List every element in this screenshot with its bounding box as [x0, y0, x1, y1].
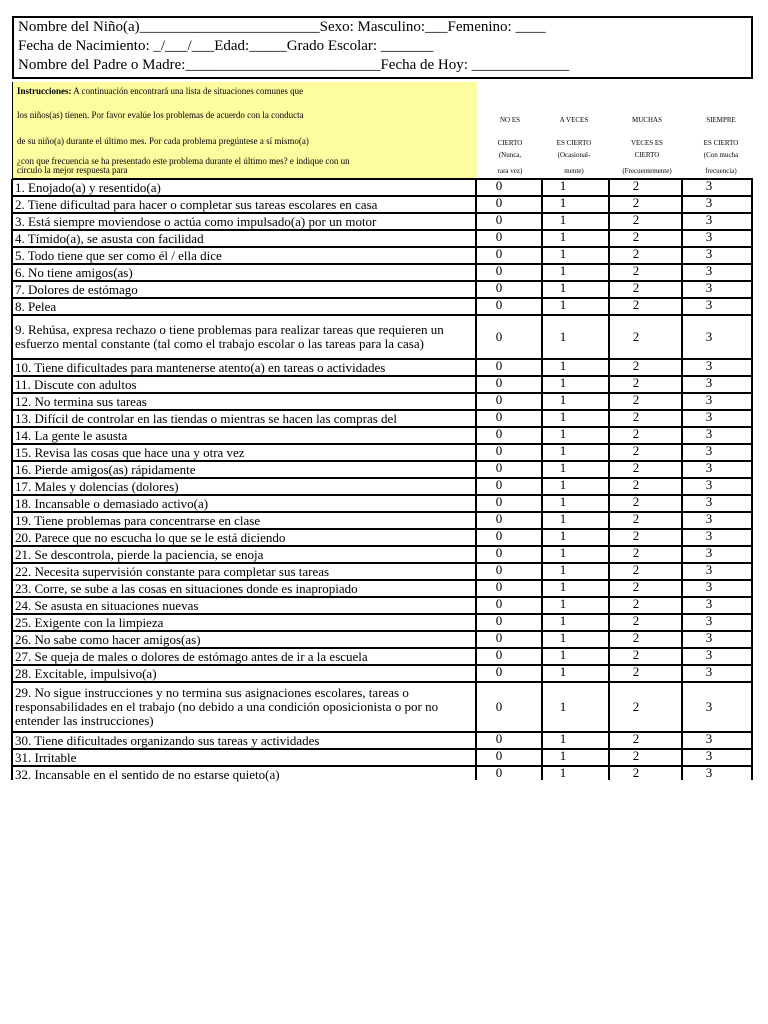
score-option-1[interactable]: 1 — [559, 246, 567, 261]
score-option-0[interactable]: 0 — [495, 664, 503, 679]
table-row — [12, 461, 753, 478]
score-option-3[interactable]: 3 — [705, 426, 713, 441]
score-option-3[interactable]: 3 — [705, 178, 713, 193]
score-option-1[interactable]: 1 — [559, 596, 567, 611]
score-option-0[interactable]: 0 — [495, 280, 503, 295]
score-option-3[interactable]: 3 — [705, 375, 713, 390]
column-header-title: NO ES — [499, 116, 521, 124]
score-option-1[interactable]: 1 — [559, 647, 567, 662]
column-header-sub: CIERTO — [634, 151, 660, 159]
item-text: 28. Excitable, impulsivo(a) — [15, 666, 157, 681]
score-option-0[interactable]: 0 — [495, 562, 503, 577]
instructions-line-2: los niños(as) tienen. Por favor evalúe los problemas de acuerdo con la conducta — [17, 110, 304, 120]
score-option-2[interactable]: 2 — [632, 596, 640, 611]
score-option-1[interactable]: 1 — [559, 297, 567, 312]
score-option-3[interactable]: 3 — [705, 443, 713, 458]
table-row — [12, 410, 753, 427]
table-row — [12, 682, 753, 732]
table-row — [12, 230, 753, 247]
score-option-2[interactable]: 2 — [632, 329, 640, 344]
score-option-0[interactable]: 0 — [495, 579, 503, 594]
table-row — [12, 546, 753, 563]
score-option-3[interactable]: 3 — [705, 748, 713, 763]
score-option-0[interactable]: 0 — [495, 477, 503, 492]
score-option-0[interactable]: 0 — [495, 358, 503, 373]
score-option-1[interactable]: 1 — [559, 443, 567, 458]
column-header-title: SIEMPRE — [706, 116, 736, 124]
column-header-sub: (Frecuentemente) — [622, 167, 672, 175]
table-row — [12, 281, 753, 298]
score-option-0[interactable]: 0 — [495, 545, 503, 560]
item-text: 30. Tiene dificultades organizando sus tareas y actividades — [15, 733, 320, 748]
score-option-1[interactable]: 1 — [559, 613, 567, 628]
score-option-0[interactable]: 0 — [495, 494, 503, 509]
table-row — [12, 580, 753, 597]
score-option-0[interactable]: 0 — [495, 731, 503, 746]
score-option-2[interactable]: 2 — [632, 426, 640, 441]
score-option-3[interactable]: 3 — [705, 664, 713, 679]
score-option-2[interactable]: 2 — [632, 229, 640, 244]
score-option-1[interactable]: 1 — [559, 765, 567, 780]
item-text: 16. Pierde amigos(as) rápidamente — [15, 462, 196, 477]
rating-table — [12, 179, 753, 780]
column-header-sub: rara vez) — [497, 167, 523, 175]
item-text: 14. La gente le asusta — [15, 428, 128, 443]
score-option-1[interactable]: 1 — [559, 528, 567, 543]
score-option-1[interactable]: 1 — [559, 511, 567, 526]
score-option-0[interactable]: 0 — [495, 195, 503, 210]
score-option-2[interactable]: 2 — [632, 246, 640, 261]
score-option-3[interactable]: 3 — [705, 329, 713, 344]
score-option-3[interactable]: 3 — [705, 613, 713, 628]
score-option-2[interactable]: 2 — [632, 375, 640, 390]
table-row — [12, 766, 753, 783]
score-option-2[interactable]: 2 — [632, 212, 640, 227]
score-option-2[interactable]: 2 — [632, 263, 640, 278]
table-row — [12, 631, 753, 648]
column-header-sub: mente) — [564, 167, 584, 175]
column-header-sub: (Con mucha — [703, 151, 739, 159]
score-option-0[interactable]: 0 — [495, 426, 503, 441]
table-row — [12, 732, 753, 749]
table-row — [12, 614, 753, 631]
item-text: 19. Tiene problemas para concentrarse en clase — [15, 513, 261, 528]
score-option-2[interactable]: 2 — [632, 579, 640, 594]
score-option-3[interactable]: 3 — [705, 409, 713, 424]
birthdate-line[interactable]: Fecha de Nacimiento: _/___/___Edad:_____Grado Escolar: _______ — [18, 38, 434, 54]
score-option-0[interactable]: 0 — [495, 229, 503, 244]
score-option-2[interactable]: 2 — [632, 765, 640, 780]
table-row — [12, 478, 753, 495]
score-option-1[interactable]: 1 — [559, 460, 567, 475]
item-text: 18. Incansable o demasiado activo(a) — [15, 496, 209, 511]
instructions-line-3: de su niño(a) durante el último mes. Por cada problema pregúntese a sí mismo(a) — [17, 136, 309, 146]
column-header-title: A VECES — [559, 116, 589, 124]
score-option-1[interactable]: 1 — [559, 329, 567, 344]
score-option-3[interactable]: 3 — [705, 562, 713, 577]
score-option-2[interactable]: 2 — [632, 613, 640, 628]
column-header-title: VECES ES — [630, 139, 664, 147]
item-text: 24. Se asusta en situaciones nuevas — [15, 598, 199, 613]
score-option-1[interactable]: 1 — [559, 409, 567, 424]
item-text: 12. No termina sus tareas — [15, 394, 147, 409]
column-header-sometimes — [541, 116, 607, 175]
score-option-3[interactable]: 3 — [705, 358, 713, 373]
column-header-always — [688, 116, 754, 175]
item-text: 20. Parece que no escucha lo que se le está diciendo — [15, 530, 286, 545]
instructions-line-1 — [17, 86, 303, 96]
item-text: 5. Todo tiene que ser como él / ella dice — [15, 248, 222, 263]
instructions-label: Instrucciones: — [17, 86, 72, 96]
item-text: 25. Exigente con la limpieza — [15, 615, 164, 630]
score-option-3[interactable]: 3 — [705, 263, 713, 278]
instructions-line-4: ¿con que frecuencia se ha presentado este problema durante el último mes? e indique con un — [17, 156, 350, 166]
table-row — [12, 648, 753, 665]
score-option-1[interactable]: 1 — [559, 494, 567, 509]
score-option-0[interactable]: 0 — [495, 765, 503, 780]
child-name-line[interactable]: Nombre del Niño(a)________________________Sexo: Masculino:___Femenino: ____ — [18, 19, 546, 35]
score-option-0[interactable]: 0 — [495, 699, 503, 714]
score-option-1[interactable]: 1 — [559, 212, 567, 227]
score-option-3[interactable]: 3 — [705, 630, 713, 645]
column-header-sub: (Ocasional- — [557, 151, 591, 159]
score-option-2[interactable]: 2 — [632, 545, 640, 560]
score-option-0[interactable]: 0 — [495, 409, 503, 424]
score-option-0[interactable]: 0 — [495, 528, 503, 543]
score-option-0[interactable]: 0 — [495, 246, 503, 261]
instructions-text-1: A continuación encontrará una lista de situaciones comunes que — [71, 86, 304, 96]
column-header-title: MUCHAS — [632, 116, 662, 124]
instructions-line-5: círculo la mejor respuesta para — [17, 165, 128, 175]
item-text: 11. Discute con adultos — [15, 377, 137, 392]
score-option-0[interactable]: 0 — [495, 630, 503, 645]
score-option-1[interactable]: 1 — [559, 426, 567, 441]
item-text: 13. Difícil de controlar en las tiendas o mientras se hacen las compras del — [15, 411, 397, 426]
score-option-1[interactable]: 1 — [559, 731, 567, 746]
score-option-2[interactable]: 2 — [632, 195, 640, 210]
score-option-2[interactable]: 2 — [632, 477, 640, 492]
score-option-2[interactable]: 2 — [632, 494, 640, 509]
table-row — [12, 427, 753, 444]
parent-name-line[interactable]: Nombre del Padre o Madre:__________________________Fecha de Hoy: _____________ — [18, 57, 570, 73]
score-option-1[interactable]: 1 — [559, 195, 567, 210]
item-text: 29. No sigue instrucciones y no termina sus asignaciones escolares, tareas o responsabilidades en el trabajo (no debido a una condición oposicionista o por no entender las instrucciones) — [15, 685, 439, 728]
table-row — [12, 376, 753, 393]
score-option-3[interactable]: 3 — [705, 477, 713, 492]
table-row — [12, 563, 753, 580]
column-header-title: CIERTO — [497, 139, 523, 147]
score-option-2[interactable]: 2 — [632, 297, 640, 312]
score-option-0[interactable]: 0 — [495, 596, 503, 611]
score-option-2[interactable]: 2 — [632, 392, 640, 407]
score-option-0[interactable]: 0 — [495, 297, 503, 312]
score-option-2[interactable]: 2 — [632, 748, 640, 763]
score-option-0[interactable]: 0 — [495, 460, 503, 475]
table-row — [12, 179, 753, 196]
score-option-3[interactable]: 3 — [705, 731, 713, 746]
score-option-2[interactable]: 2 — [632, 647, 640, 662]
score-option-2[interactable]: 2 — [632, 562, 640, 577]
item-text: 27. Se queja de males o dolores de estómago antes de ir a la escuela — [15, 649, 368, 664]
score-option-3[interactable]: 3 — [705, 195, 713, 210]
table-row — [12, 444, 753, 461]
score-option-2[interactable]: 2 — [632, 358, 640, 373]
item-text: 22. Necesita supervisión constante para completar sus tareas — [15, 564, 330, 579]
item-text: 32. Incansable en el sentido de no estarse quieto(a) — [15, 767, 280, 782]
score-option-0[interactable]: 0 — [495, 443, 503, 458]
score-option-3[interactable]: 3 — [705, 212, 713, 227]
column-header-title: ES CIERTO — [703, 139, 739, 147]
item-text: 7. Dolores de estómago — [15, 282, 138, 297]
score-option-2[interactable]: 2 — [632, 460, 640, 475]
item-text: 2. Tiene dificultad para hacer o completar sus tareas escolares en casa — [15, 197, 378, 212]
column-header-sub: (Nunca, — [498, 151, 522, 159]
score-option-3[interactable]: 3 — [705, 647, 713, 662]
score-option-1[interactable]: 1 — [559, 477, 567, 492]
item-text: 26. No sabe como hacer amigos(as) — [15, 632, 201, 647]
column-header-never — [477, 116, 543, 175]
score-option-1[interactable]: 1 — [559, 748, 567, 763]
item-text: 8. Pelea — [15, 299, 57, 314]
score-option-1[interactable]: 1 — [559, 630, 567, 645]
score-option-2[interactable]: 2 — [632, 699, 640, 714]
score-option-2[interactable]: 2 — [632, 528, 640, 543]
score-option-1[interactable]: 1 — [559, 545, 567, 560]
row-divider — [12, 681, 753, 683]
score-option-1[interactable]: 1 — [559, 579, 567, 594]
table-row — [12, 247, 753, 264]
table-row — [12, 512, 753, 529]
score-option-0[interactable]: 0 — [495, 511, 503, 526]
item-text: 6. No tiene amigos(as) — [15, 265, 133, 280]
table-row — [12, 315, 753, 359]
score-option-1[interactable]: 1 — [559, 263, 567, 278]
item-text: 23. Corre, se sube a las cosas en situaciones donde es inapropiado — [15, 581, 358, 596]
instructions-panel — [12, 82, 477, 179]
score-option-3[interactable]: 3 — [705, 280, 713, 295]
table-row — [12, 393, 753, 410]
score-option-1[interactable]: 1 — [559, 280, 567, 295]
table-row — [12, 597, 753, 614]
score-option-3[interactable]: 3 — [705, 460, 713, 475]
item-text: 9. Rehúsa, expresa rechazo o tiene problemas para realizar tareas que requieren un esfuerzo mental constante (tal como el trabajo escolar o las tareas para la casa) — [15, 322, 444, 351]
score-option-0[interactable]: 0 — [495, 392, 503, 407]
score-option-1[interactable]: 1 — [559, 699, 567, 714]
score-option-3[interactable]: 3 — [705, 297, 713, 312]
table-row — [12, 529, 753, 546]
column-header-title: ES CIERTO — [556, 139, 592, 147]
score-option-1[interactable]: 1 — [559, 392, 567, 407]
table-row — [12, 213, 753, 230]
score-option-2[interactable]: 2 — [632, 664, 640, 679]
table-row — [12, 298, 753, 315]
score-option-1[interactable]: 1 — [559, 358, 567, 373]
row-divider — [12, 314, 753, 316]
score-option-0[interactable]: 0 — [495, 647, 503, 662]
score-option-0[interactable]: 0 — [495, 263, 503, 278]
score-option-2[interactable]: 2 — [632, 280, 640, 295]
child-info-header — [12, 16, 753, 79]
score-option-3[interactable]: 3 — [705, 528, 713, 543]
item-text: 3. Está siempre moviendose o actúa como impulsado(a) por un motor — [15, 214, 377, 229]
table-row — [12, 749, 753, 766]
item-text: 1. Enojado(a) y resentido(a) — [15, 180, 161, 195]
table-row — [12, 665, 753, 682]
column-header-sub: frecuencia) — [705, 167, 737, 175]
table-row — [12, 359, 753, 376]
score-option-0[interactable]: 0 — [495, 178, 503, 193]
score-option-1[interactable]: 1 — [559, 562, 567, 577]
score-option-0[interactable]: 0 — [495, 613, 503, 628]
item-text: 31. Irritable — [15, 750, 77, 765]
score-option-2[interactable]: 2 — [632, 511, 640, 526]
score-option-2[interactable]: 2 — [632, 178, 640, 193]
score-option-3[interactable]: 3 — [705, 246, 713, 261]
score-option-3[interactable]: 3 — [705, 511, 713, 526]
score-option-2[interactable]: 2 — [632, 731, 640, 746]
score-option-3[interactable]: 3 — [705, 596, 713, 611]
score-option-0[interactable]: 0 — [495, 212, 503, 227]
score-option-1[interactable]: 1 — [559, 664, 567, 679]
item-text: 17. Males y dolencias (dolores) — [15, 479, 179, 494]
score-option-3[interactable]: 3 — [705, 545, 713, 560]
score-option-3[interactable]: 3 — [705, 494, 713, 509]
score-option-3[interactable]: 3 — [705, 699, 713, 714]
item-text: 21. Se descontrola, pierde la paciencia, se enoja — [15, 547, 264, 562]
score-option-1[interactable]: 1 — [559, 229, 567, 244]
table-row — [12, 495, 753, 512]
table-row — [12, 196, 753, 213]
column-header-often — [614, 116, 680, 175]
score-option-2[interactable]: 2 — [632, 443, 640, 458]
score-option-3[interactable]: 3 — [705, 229, 713, 244]
score-option-0[interactable]: 0 — [495, 329, 503, 344]
score-option-3[interactable]: 3 — [705, 579, 713, 594]
score-option-1[interactable]: 1 — [559, 178, 567, 193]
score-option-3[interactable]: 3 — [705, 765, 713, 780]
score-option-1[interactable]: 1 — [559, 375, 567, 390]
score-option-3[interactable]: 3 — [705, 392, 713, 407]
score-option-0[interactable]: 0 — [495, 748, 503, 763]
item-text: 4. Tímido(a), se asusta con facilidad — [15, 231, 204, 246]
score-option-0[interactable]: 0 — [495, 375, 503, 390]
item-text: 15. Revisa las cosas que hace una y otra vez — [15, 445, 245, 460]
item-text: 10. Tiene dificultades para mantenerse atento(a) en tareas o actividades — [15, 360, 386, 375]
score-option-2[interactable]: 2 — [632, 409, 640, 424]
table-row — [12, 264, 753, 281]
score-option-2[interactable]: 2 — [632, 630, 640, 645]
